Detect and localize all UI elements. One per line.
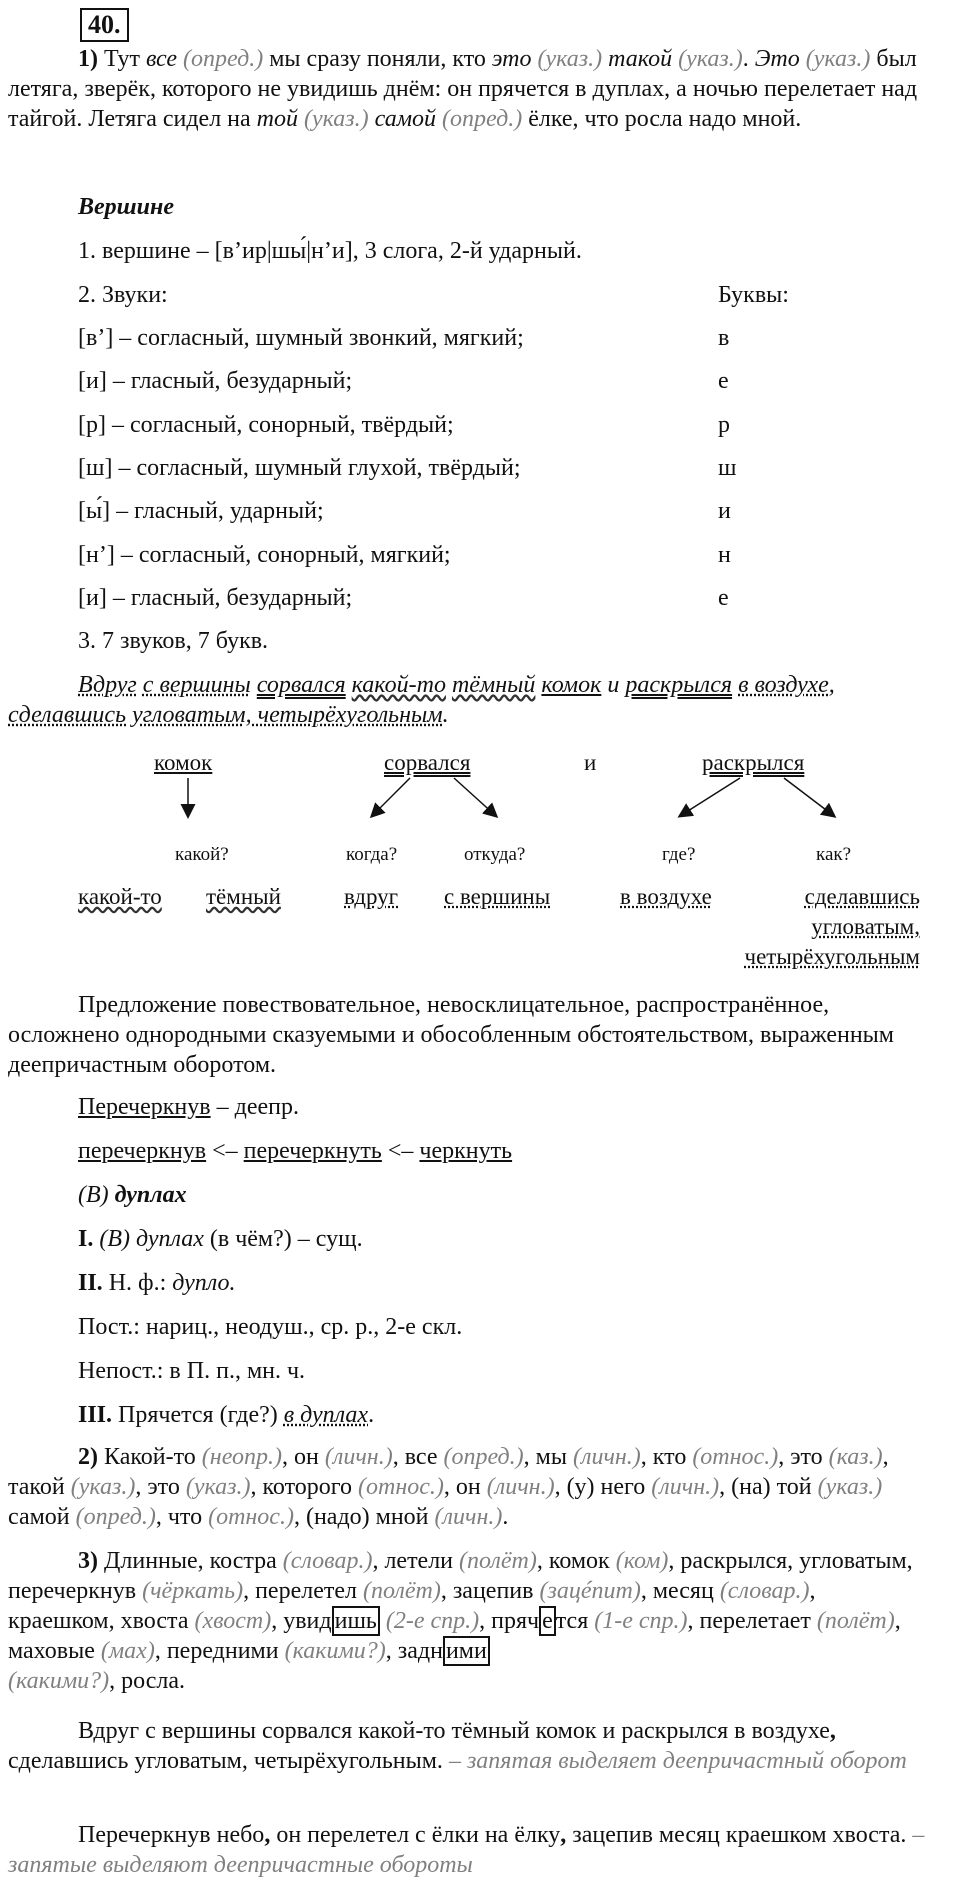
- tree-question: когда?: [346, 844, 398, 865]
- adverbial: Вдруг: [78, 672, 137, 698]
- tree-adverbial: угловатым,: [811, 914, 920, 939]
- attribute: какой-то: [351, 672, 446, 698]
- letter-cell: и: [718, 498, 731, 524]
- punct-paragraph-2: Перечеркнув небо, он перелетел с ёлки на ёлку, зацепив месяц краешком хвоста. – запятые выделяют деепричастные обороты: [8, 1822, 925, 1878]
- adverbial: в воздухе: [738, 672, 829, 698]
- tree-predicate-2: раскрылся: [702, 750, 805, 775]
- tree-arrow: [454, 778, 496, 816]
- analysis-syllables: 1. вершине – [в’ир|шы́|н’и], 3 слога, 2-й ударный.: [78, 238, 582, 264]
- letter-cell: ш: [718, 455, 737, 481]
- letter-cell: н: [718, 542, 731, 568]
- tree-arrow: [680, 778, 740, 816]
- morph-chain: перечеркнув <– перечеркнуть <– черкнуть: [78, 1138, 513, 1164]
- part2-paragraph: 2) Какой-то (неопр.), он (личн.), все (опред.), мы (личн.), кто (относ.), это (каз.), такой (указ.), это (указ.), которого (относ.), он (личн.), (у) него (личн.), (на) той (указ.) самой (опред.), что (относ.), (надо) мной (личн.).: [8, 1444, 889, 1530]
- letter-cell: е: [718, 368, 729, 394]
- part1-paragraph: 1) Тут все (опред.) мы сразу поняли, кто это (указ.) такой (указ.). Это (указ.) был летяга, зверёк, которого не увидишь днём: он прячется в дуплах, а ночью перелетает над тайгой. Летяга сидел на той (указ.) самой (опред.) ёлке, что росла надо мной.: [8, 46, 918, 132]
- tree-question: где?: [662, 844, 696, 865]
- tree-adverbial: сделавшись: [804, 884, 920, 909]
- tree-subject: комок: [154, 750, 213, 775]
- noun-line-5: III. Прячется (где?) в дуплах.: [78, 1402, 375, 1428]
- adverbial: с вершины: [142, 672, 251, 698]
- comma-mark: ,: [829, 1718, 836, 1744]
- comma-mark: ,: [264, 1822, 271, 1848]
- sounds-header: 2. Звуки:: [78, 282, 168, 308]
- chain-word: перечеркнуть: [243, 1138, 382, 1164]
- tree-adverbial: вдруг: [344, 884, 399, 909]
- analysis-title: Вершине: [78, 194, 174, 220]
- tree-question: какой?: [175, 844, 229, 865]
- sound-row: [ы́] – гласный, ударный;: [78, 498, 324, 524]
- sound-row: [н’] – согласный, сонорный, мягкий;: [78, 542, 451, 568]
- predicate: раскрылся: [625, 672, 733, 698]
- noun-title: (В) дуплах: [78, 1182, 187, 1208]
- noun-line-2: II. Н. ф.: дупло.: [78, 1270, 236, 1296]
- tree-attribute: какой-то: [78, 884, 162, 909]
- letter-cell: р: [718, 412, 730, 438]
- parsed-sentence: Вдруг с вершины сорвался какой-то тёмный комок и раскрылся в воздухе, сделавшись угловатым, четырёхугольным.: [8, 672, 835, 728]
- letters-header: Буквы:: [718, 282, 789, 308]
- noun-line-1: I. (В) дуплах (в чём?) – сущ.: [78, 1226, 363, 1252]
- sound-row: [и] – гласный, безударный;: [78, 368, 353, 394]
- ending-box: е: [539, 1606, 556, 1636]
- subject: комок: [541, 672, 602, 698]
- tree-conjunction: и: [584, 750, 597, 775]
- sound-row: [р] – согласный, сонорный, твёрдый;: [78, 412, 454, 438]
- sound-row: [в’] – согласный, шумный звонкий, мягкий;: [78, 325, 524, 351]
- exercise-number: 40.: [80, 8, 129, 42]
- part3-paragraph: 3) Длинные, костра (словар.), летели (полёт), комок (ком), раскрылся, угловатым, перечеркнув (чёркать), перелетел (полёт), зацепив (зацéпит), месяц (словар.), краешком, хвоста (хвост), увид ишь (2-е спр.), пряч е тся (1-е спр.), перелетает (полёт), маховые (мах), передними (какими?), задн ими (какими?), росла.: [8, 1548, 913, 1694]
- ending-box: ими: [443, 1636, 490, 1666]
- sound-row: [ш] – согласный, шумный глухой, твёрдый;: [78, 455, 521, 481]
- syntax-tree-arrows: [0, 748, 960, 848]
- sentence-characteristic: Предложение повествовательное, невосклицательное, распространённое, осложнено однородными сказуемыми и обособленным обстоятельством, выраженным деепричастным оборотом.: [8, 992, 894, 1078]
- punct-paragraph-1: Вдруг с вершины сорвался какой-то тёмный комок и раскрылся в воздухе, сделавшись угловатым, четырёхугольным. – запятая выделяет деепричастный оборот: [8, 1718, 907, 1774]
- analysis-summary: 3. 7 звуков, 7 букв.: [78, 628, 269, 654]
- tree-arrow: [784, 778, 834, 816]
- letter-cell: в: [718, 325, 730, 351]
- noun-line-4: Непост.: в П. п., мн. ч.: [78, 1358, 306, 1384]
- gerund-word: Перечеркнув: [78, 1094, 211, 1120]
- letter-cell: е: [718, 585, 729, 611]
- tree-question: как?: [816, 844, 852, 865]
- tree-arrow: [372, 778, 410, 816]
- morph-line-1: Перечеркнув – деепр.: [78, 1094, 299, 1120]
- attribute: тёмный: [451, 672, 536, 698]
- tree-question: откуда?: [464, 844, 526, 865]
- noun-line-3: Пост.: нариц., неодуш., ср. р., 2-е скл.: [78, 1314, 463, 1340]
- tree-adverbial: четырёхугольным: [744, 944, 920, 969]
- tree-adverbial: с вершины: [444, 884, 551, 909]
- adverbial: сделавшись угловатым, четырёхугольным: [8, 702, 443, 728]
- chain-word: черкнуть: [419, 1138, 513, 1164]
- ending-box: ишь: [332, 1606, 380, 1636]
- tree-predicate-1: сорвался: [384, 750, 471, 775]
- sound-row: [и] – гласный, безударный;: [78, 585, 353, 611]
- predicate: сорвался: [256, 672, 346, 698]
- chain-word: перечеркнув: [78, 1138, 207, 1164]
- tree-adverbial: в воздухе: [620, 884, 712, 909]
- comma-mark: ,: [560, 1822, 567, 1848]
- tree-attribute: тёмный: [206, 884, 281, 909]
